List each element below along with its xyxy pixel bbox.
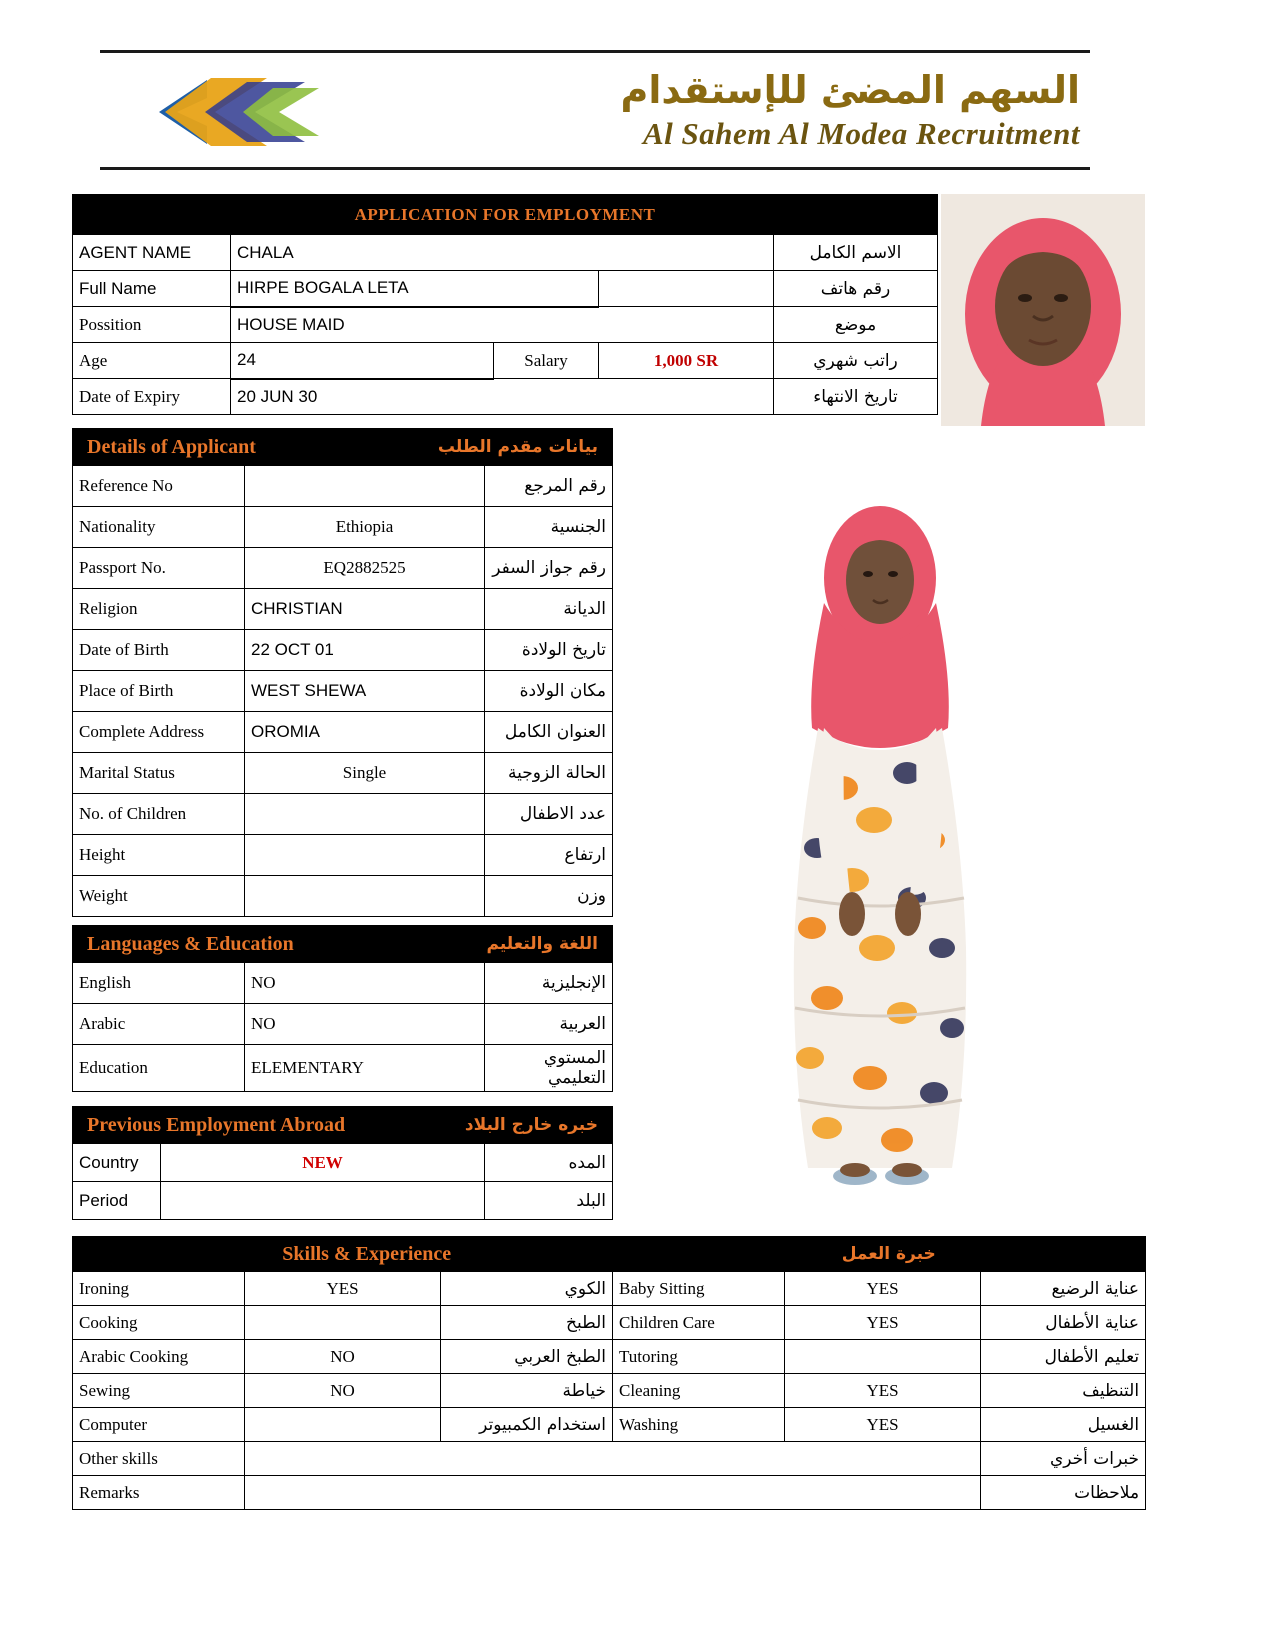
label-date-of-expiry: Date of Expiry bbox=[73, 379, 231, 415]
details-of-applicant-table bbox=[72, 428, 613, 917]
company-name-english: Al Sahem Al Modea Recruitment bbox=[642, 116, 1080, 151]
label-arabic-cooking: Arabic Cooking bbox=[73, 1340, 245, 1374]
table-row-date-of-birth bbox=[73, 630, 613, 671]
table-row-reference-no bbox=[73, 466, 613, 507]
value-passport-no[interactable]: EQ2882525 bbox=[245, 548, 485, 589]
value-age[interactable]: 24 bbox=[231, 343, 494, 379]
label-agent-name-ar: الاسم الكامل bbox=[774, 235, 938, 271]
languages-education-table bbox=[72, 925, 613, 1092]
label-date-of-birth-ar: تاريخ الولادة bbox=[485, 630, 613, 671]
label-cleaning-ar: التنظيف bbox=[981, 1374, 1146, 1408]
table-row-marital-status bbox=[73, 753, 613, 794]
section-title-languages-en: Languages & Education bbox=[87, 932, 294, 955]
value-no-of-children[interactable] bbox=[245, 794, 485, 835]
value-arabic[interactable]: NO bbox=[245, 1004, 485, 1045]
label-other-skills-ar: خبرات أخري bbox=[981, 1442, 1146, 1476]
company-header bbox=[100, 50, 1090, 170]
value-nationality[interactable]: Ethiopia bbox=[245, 507, 485, 548]
label-salary-ar: راتب شهري bbox=[774, 343, 938, 379]
table-row-cooking-childrencare bbox=[73, 1306, 1146, 1340]
label-nationality: Nationality bbox=[73, 507, 245, 548]
section-title-details-ar: بيانات مقدم الطلب bbox=[437, 437, 599, 457]
label-position-ar: موضع bbox=[774, 307, 938, 343]
label-country: Country bbox=[73, 1144, 161, 1182]
page-title: APPLICATION FOR EMPLOYMENT bbox=[73, 195, 938, 235]
label-position: Possition bbox=[73, 307, 231, 343]
section-header-details bbox=[73, 429, 613, 466]
label-reference-no: Reference No bbox=[73, 466, 245, 507]
table-row-remarks bbox=[73, 1476, 1146, 1510]
skills-experience-table bbox=[72, 1236, 1146, 1510]
company-name-arabic: السهم المضئ للإستقدام bbox=[620, 68, 1080, 112]
value-weight[interactable] bbox=[245, 876, 485, 917]
label-full-name-ar: رقم هاتف bbox=[774, 271, 938, 307]
label-country-ar: المده bbox=[485, 1144, 613, 1182]
label-passport-no: Passport No. bbox=[73, 548, 245, 589]
value-salary[interactable]: 1,000 SR bbox=[599, 343, 774, 379]
label-no-of-children-ar: عدد الاطفال bbox=[485, 794, 613, 835]
label-other-skills: Other skills bbox=[73, 1442, 245, 1476]
label-english-ar: الإنجليزية bbox=[485, 963, 613, 1004]
label-education-ar: المستوي التعليمي bbox=[485, 1045, 613, 1092]
full-name-spacer bbox=[599, 271, 774, 307]
table-row-other-skills bbox=[73, 1442, 1146, 1476]
table-row-english bbox=[73, 963, 613, 1004]
label-washing-ar: الغسيل bbox=[981, 1408, 1146, 1442]
label-period-ar: البلد bbox=[485, 1182, 613, 1220]
section-title-skills-ar: خبرة العمل bbox=[841, 1244, 936, 1264]
value-place-of-birth[interactable]: WEST SHEWA bbox=[245, 671, 485, 712]
label-date-of-birth: Date of Birth bbox=[73, 630, 245, 671]
table-row-ironing-babysitting bbox=[73, 1272, 1146, 1306]
header-rule-top bbox=[100, 50, 1090, 53]
label-tutoring-ar: تعليم الأطفال bbox=[981, 1340, 1146, 1374]
label-ironing: Ironing bbox=[73, 1272, 245, 1306]
label-remarks: Remarks bbox=[73, 1476, 245, 1510]
label-children-care: Children Care bbox=[613, 1306, 785, 1340]
label-arabic: Arabic bbox=[73, 1004, 245, 1045]
value-computer[interactable] bbox=[245, 1408, 441, 1442]
table-row-place-of-birth bbox=[73, 671, 613, 712]
value-arabic-cooking[interactable]: NO bbox=[245, 1340, 441, 1374]
label-no-of-children: No. of Children bbox=[73, 794, 245, 835]
value-baby-sitting[interactable]: YES bbox=[785, 1272, 981, 1306]
value-period[interactable] bbox=[161, 1182, 485, 1220]
table-row-complete-address bbox=[73, 712, 613, 753]
label-nationality-ar: الجنسية bbox=[485, 507, 613, 548]
label-period: Period bbox=[73, 1182, 161, 1220]
section-title-previous-en: Previous Employment Abroad bbox=[87, 1113, 346, 1136]
value-reference-no[interactable] bbox=[245, 466, 485, 507]
label-tutoring: Tutoring bbox=[613, 1340, 785, 1374]
table-row-full-name bbox=[73, 271, 938, 307]
value-cleaning[interactable]: YES bbox=[785, 1374, 981, 1408]
label-arabic-cooking-ar: الطبخ العربي bbox=[441, 1340, 613, 1374]
company-logo-icon bbox=[155, 72, 325, 150]
value-education[interactable]: ELEMENTARY bbox=[245, 1045, 485, 1092]
table-row-computer-washing bbox=[73, 1408, 1146, 1442]
label-religion: Religion bbox=[73, 589, 245, 630]
label-passport-no-ar: رقم جواز السفر bbox=[485, 548, 613, 589]
value-date-of-birth[interactable]: 22 OCT 01 bbox=[245, 630, 485, 671]
table-row-age-salary bbox=[73, 343, 938, 379]
table-row-arabiccooking-tutoring bbox=[73, 1340, 1146, 1374]
label-height-ar: ارتفاع bbox=[485, 835, 613, 876]
value-children-care[interactable]: YES bbox=[785, 1306, 981, 1340]
label-reference-no-ar: رقم المرجع bbox=[485, 466, 613, 507]
section-title-details-en: Details of Applicant bbox=[87, 435, 256, 458]
label-place-of-birth-ar: مكان الولادة bbox=[485, 671, 613, 712]
value-full-name[interactable]: HIRPE BOGALA LETA bbox=[231, 271, 599, 307]
section-title-previous-ar: خبره خارج البلاد bbox=[464, 1115, 599, 1135]
value-cooking[interactable] bbox=[245, 1306, 441, 1340]
label-cooking: Cooking bbox=[73, 1306, 245, 1340]
table-row-passport-no bbox=[73, 548, 613, 589]
value-tutoring[interactable] bbox=[785, 1340, 981, 1374]
label-computer: Computer bbox=[73, 1408, 245, 1442]
value-height[interactable] bbox=[245, 835, 485, 876]
label-sewing-ar: خياطة bbox=[441, 1374, 613, 1408]
label-cleaning: Cleaning bbox=[613, 1374, 785, 1408]
table-row-weight bbox=[73, 876, 613, 917]
table-row-religion bbox=[73, 589, 613, 630]
section-header-previous-employment bbox=[73, 1107, 613, 1144]
value-english[interactable]: NO bbox=[245, 963, 485, 1004]
label-age: Age bbox=[73, 343, 231, 379]
label-full-name: Full Name bbox=[73, 271, 231, 307]
document-title-row bbox=[73, 195, 938, 235]
section-title-languages-ar: اللغة والتعليم bbox=[486, 934, 599, 954]
applicant-full-body-photo bbox=[612, 428, 1145, 1234]
label-remarks-ar: ملاحظات bbox=[981, 1476, 1146, 1510]
table-row-expiry bbox=[73, 379, 938, 415]
label-marital-status: Marital Status bbox=[73, 753, 245, 794]
label-baby-sitting: Baby Sitting bbox=[613, 1272, 785, 1306]
table-row-height bbox=[73, 835, 613, 876]
value-ironing[interactable]: YES bbox=[245, 1272, 441, 1306]
table-row-nationality bbox=[73, 507, 613, 548]
label-place-of-birth: Place of Birth bbox=[73, 671, 245, 712]
table-row-no-of-children bbox=[73, 794, 613, 835]
label-weight-ar: وزن bbox=[485, 876, 613, 917]
value-marital-status[interactable]: Single bbox=[245, 753, 485, 794]
label-complete-address: Complete Address bbox=[73, 712, 245, 753]
label-weight: Weight bbox=[73, 876, 245, 917]
label-height: Height bbox=[73, 835, 245, 876]
label-washing: Washing bbox=[613, 1408, 785, 1442]
value-remarks[interactable] bbox=[245, 1476, 981, 1510]
previous-employment-table bbox=[72, 1106, 613, 1220]
status-badge-new: NEW bbox=[161, 1144, 485, 1182]
label-computer-ar: استخدام الكمبيوتر bbox=[441, 1408, 613, 1442]
table-row-country bbox=[73, 1144, 613, 1182]
table-row-agent-name bbox=[73, 235, 938, 271]
value-sewing[interactable]: NO bbox=[245, 1374, 441, 1408]
section-header-languages bbox=[73, 926, 613, 963]
table-row-arabic bbox=[73, 1004, 613, 1045]
table-row-period bbox=[73, 1182, 613, 1220]
label-salary: Salary bbox=[494, 343, 599, 379]
value-date-of-expiry[interactable]: 20 JUN 30 bbox=[231, 379, 774, 415]
label-arabic-ar: العربية bbox=[485, 1004, 613, 1045]
table-row-education bbox=[73, 1045, 613, 1092]
header-rule-bottom bbox=[100, 167, 1090, 170]
application-header-table bbox=[72, 194, 938, 415]
table-row-sewing-cleaning bbox=[73, 1374, 1146, 1408]
label-agent-name: AGENT NAME bbox=[73, 235, 231, 271]
label-religion-ar: الديانة bbox=[485, 589, 613, 630]
label-english: English bbox=[73, 963, 245, 1004]
label-complete-address-ar: العنوان الكامل bbox=[485, 712, 613, 753]
label-ironing-ar: الكوي bbox=[441, 1272, 613, 1306]
table-row-position bbox=[73, 307, 938, 343]
section-header-skills bbox=[73, 1237, 1146, 1272]
value-other-skills[interactable] bbox=[245, 1442, 981, 1476]
value-complete-address[interactable]: OROMIA bbox=[245, 712, 485, 753]
section-title-skills-en: Skills & Experience bbox=[282, 1242, 452, 1265]
value-agent-name[interactable]: CHALA bbox=[231, 235, 774, 271]
value-washing[interactable]: YES bbox=[785, 1408, 981, 1442]
label-sewing: Sewing bbox=[73, 1374, 245, 1408]
label-marital-status-ar: الحالة الزوجية bbox=[485, 753, 613, 794]
label-children-care-ar: عناية الأطفال bbox=[981, 1306, 1146, 1340]
label-date-of-expiry-ar: تاريخ الانتهاء bbox=[774, 379, 938, 415]
value-religion[interactable]: CHRISTIAN bbox=[245, 589, 485, 630]
label-education: Education bbox=[73, 1045, 245, 1092]
applicant-portrait-photo bbox=[941, 194, 1145, 426]
label-cooking-ar: الطبخ bbox=[441, 1306, 613, 1340]
value-position[interactable]: HOUSE MAID bbox=[231, 307, 774, 343]
label-baby-sitting-ar: عناية الرضيع bbox=[981, 1272, 1146, 1306]
